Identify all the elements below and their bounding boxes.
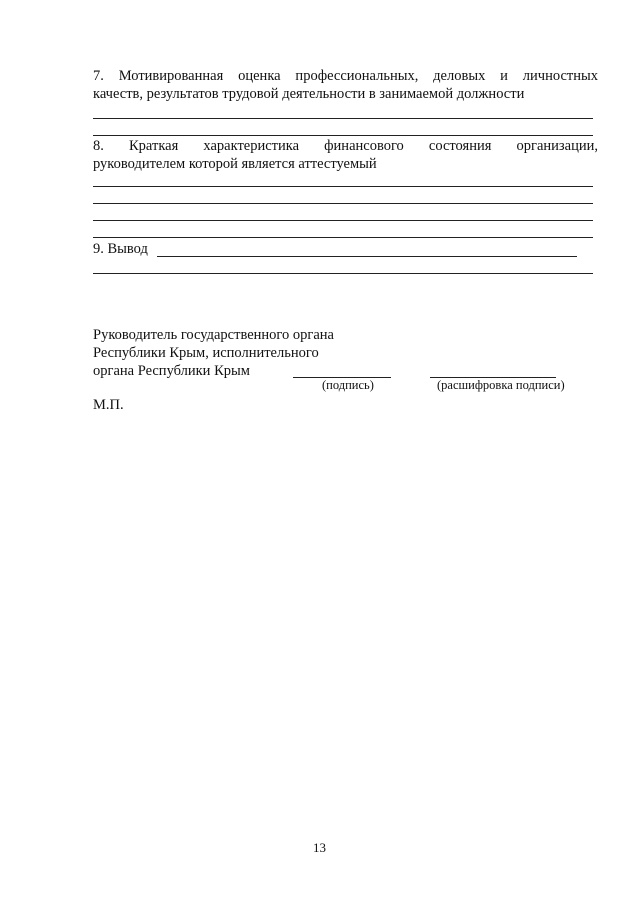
section-8-line-1: 8. Краткая характеристика финансового состояния организации, — [93, 138, 598, 154]
fill-line — [93, 203, 593, 204]
stamp-place-label: М.П. — [93, 397, 124, 413]
fill-line — [93, 186, 593, 187]
fill-line — [93, 237, 593, 238]
section-7-text — [93, 68, 598, 103]
signatory-line-2: Республики Крым, исполнительного — [93, 345, 319, 361]
signature-caption: (подпись) — [322, 378, 374, 392]
conclusion-line — [157, 256, 577, 257]
section-8-line-2: руководителем которой является аттестуемый — [93, 155, 377, 172]
fill-line — [93, 135, 593, 136]
section-7-line-2: качеств, результатов трудовой деятельности в занимаемой должности — [93, 85, 525, 102]
section-8-text — [93, 138, 598, 173]
fill-line — [93, 118, 593, 119]
signatory-line-1: Руководитель государственного органа — [93, 327, 334, 343]
section-7-line-1: 7. Мотивированная оценка профессиональных, деловых и личностных — [93, 68, 598, 84]
page-number: 13 — [313, 840, 326, 855]
fill-line — [93, 273, 593, 274]
fill-line — [93, 220, 593, 221]
signature-decoding-caption: (расшифровка подписи) — [437, 378, 565, 392]
signatory-line-3: органа Республики Крым — [93, 363, 250, 379]
section-9-label: 9. Вывод — [93, 241, 148, 257]
